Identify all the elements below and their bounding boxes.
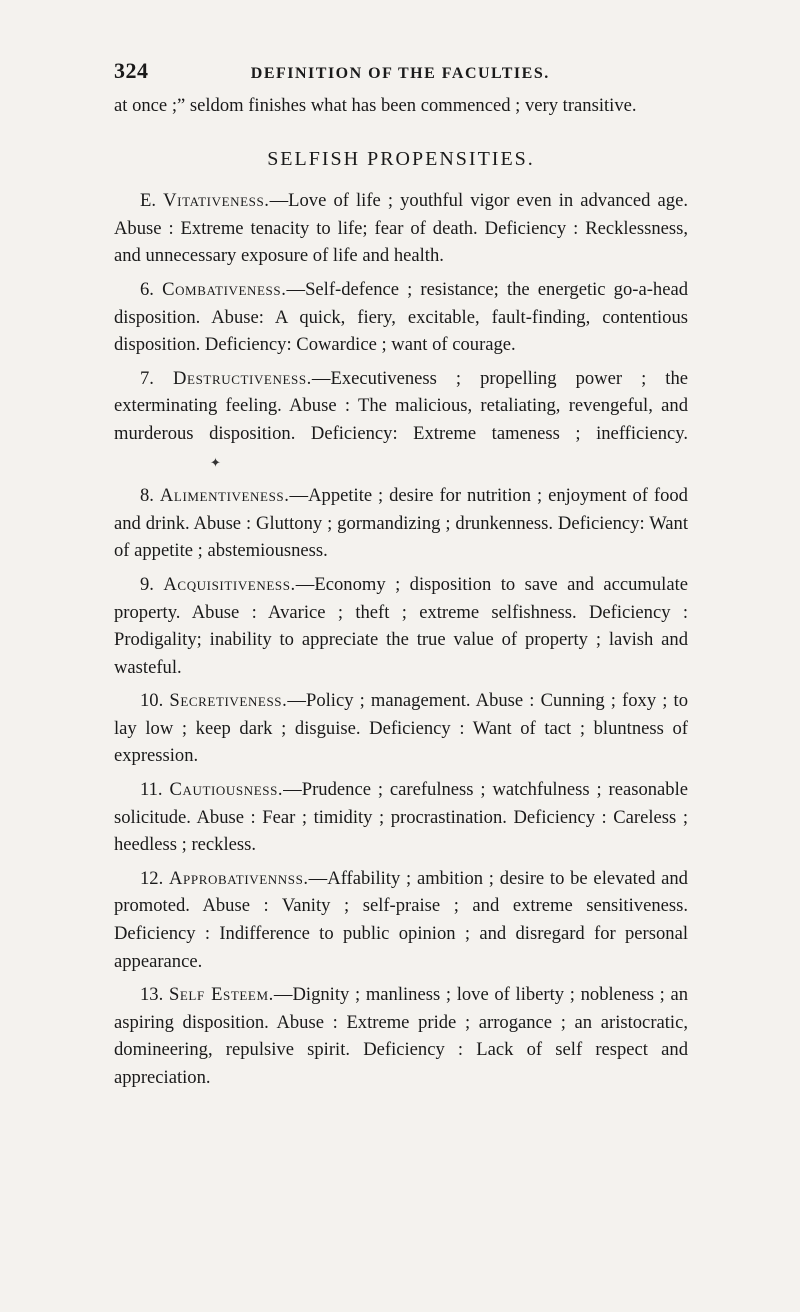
entry-paragraph: [114, 865, 688, 975]
entry-text: —Prudence ; carefulness ; watchfulness ; reasonable solicitude. Abuse : Fear ; timidity ; procrastination. Deficiency : Careless ; heedless ; reckless.: [114, 779, 689, 856]
entry-paragraph: [114, 187, 688, 270]
entry-text: —Love of life ; youthful vigor even in advanced age. Abuse : Extreme tenacity to life; fear of death. Deficiency : Recklessness, and unnecessary exposure of life and health.: [114, 190, 688, 267]
page-body: [114, 92, 688, 1092]
entry-term: Approbativennss.: [169, 867, 309, 889]
entry-text: —Policy ; management. Abuse : Cunning ; foxy ; to lay low ; keep dark ; disguise. Deficiency : Want of tact ; bluntness of expression.: [114, 690, 688, 767]
entry-text: —Dignity ; manliness ; love of liberty ; nobleness ; an aspiring disposition. Abuse : Extreme pride ; arrogance ; an aristocratic, domineering, repulsive spirit. Deficiency : Lack of self respect and appreciation.: [114, 984, 689, 1088]
entry-number: 11.: [140, 779, 163, 801]
section-heading: SELFISH PROPENSITIES.: [267, 147, 535, 170]
entry-paragraph: [114, 482, 688, 565]
entry-text: —Executiveness ; propelling power ; the exterminating feeling. Abuse : The malicious, retaliating, revengeful, and murderous disposition. Deficiency: Extreme tameness ; inefficiency.: [114, 367, 688, 444]
running-title: DEFINITION OF THE FACULTIES.: [250, 65, 550, 82]
entry-number: 9.: [140, 573, 154, 595]
entry-term: Combativeness.: [162, 278, 287, 300]
entry-paragraph: [114, 571, 688, 681]
entry-number: 13.: [140, 984, 164, 1006]
entry-text: —Self-defence ; resistance; the energetic go-a-head disposition. Abuse: A quick, fiery, excitable, fault-finding, contentious disposition. Deficiency: Cowardice ; want of courage.: [114, 278, 688, 356]
page-number: 324: [114, 58, 149, 83]
entry-number: E.: [140, 190, 157, 212]
entry-paragraph: [114, 365, 688, 476]
entry-term: Secretiveness.: [169, 690, 288, 712]
entry-number: 12.: [140, 867, 164, 889]
entry-paragraph: [114, 276, 688, 359]
entry-text: —Economy ; disposition to save and accumulate property. Abuse : Avarice ; theft ; extreme selfishness. Deficiency : Prodigality; inability to appreciate the true value of property ; lavish and wasteful.: [114, 573, 688, 678]
entry-term: Vitativeness.: [163, 190, 270, 212]
entry-paragraph: [114, 981, 688, 1091]
entry-text: —Affability ; ambition ; desire to be elevated and promoted. Abuse : Vanity ; self-praise ; and extreme sensitiveness. Deficiency : Indifference to public opinion ; and disregard for personal appearance.: [114, 867, 688, 972]
entry-term: Destructiveness.: [173, 367, 312, 389]
entry-text: —Appetite ; desire for nutrition ; enjoyment of food and drink. Abuse : Gluttony ; gormandizing ; drunkenness. Deficiency: Want of appetite ; abstemiousness.: [114, 485, 688, 562]
intro-paragraph: at once ;” seldom finishes what has been commenced ; very transitive.: [114, 95, 637, 116]
entry-paragraph: [114, 776, 688, 859]
entry-number: 6.: [140, 278, 154, 300]
entry-term: Alimentiveness.: [159, 485, 290, 507]
ornament-icon: ✦: [210, 454, 221, 470]
entry-number: 10.: [140, 690, 164, 712]
entry-term: Cautiousness.: [169, 779, 284, 801]
entry-term: Self Esteem.: [168, 984, 274, 1006]
page-header: [114, 58, 682, 84]
entry-number: 7.: [140, 367, 154, 389]
entry-number: 8.: [140, 485, 154, 507]
entry-term: Acquisitiveness.: [163, 573, 296, 595]
entry-paragraph: [114, 687, 688, 770]
